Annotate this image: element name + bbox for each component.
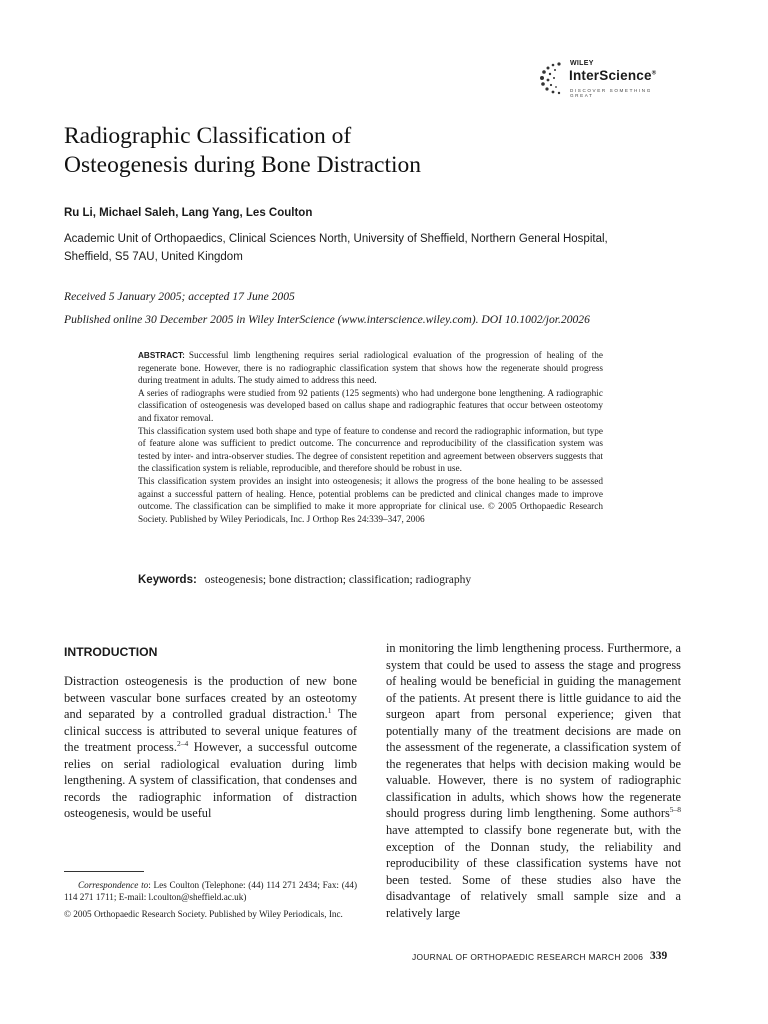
brand-name [569,68,656,83]
correspondence-text: : Les Coulton (Telephone: (44) 114 271 2434; Fax: (44) 114 271 1711; E-mail: l.coulton@sheffield.ac.uk) [64,880,357,902]
affiliation [64,230,624,266]
article-dates [64,285,704,331]
abstract-paragraph: This classification system used both shape and type of feature to condense and record the radiographic information, but type of feature alone was sufficient to predict outcome. The concurrence and reproducibility of the classification system was tested by inter- and intra-observer studies. The degree of consistent repetition and agreement between observers suggests that the classification system is reliable, reproducible, and therefore should be robust in use. [138,426,603,475]
publisher-logo [538,58,678,102]
keywords-text: osteogenesis; bone distraction; classification; radiography [204,574,472,586]
interscience-dots-icon [538,60,568,96]
citation-ref: 2–4 [176,739,189,749]
copyright-note: © 2005 Orthopaedic Research Society. Published by Wiley Periodicals, Inc. [64,909,343,920]
article-title [64,122,624,180]
publisher-name: WILEY [570,60,594,67]
page-number: 339 [650,950,668,962]
citation-ref: 5–8 [669,805,681,815]
brand-tagline: DISCOVER SOMETHING GREAT [570,88,652,98]
author-list: Ru Li, Michael Saleh, Lang Yang, Les Coulton [64,207,313,219]
affiliation-line-1: Academic Unit of Orthopaedics, Clinical Sciences North, University of Sheffield, Northern General Hospital, [64,233,608,245]
correspondence-note [64,880,357,903]
abstract-label: ABSTRACT: [138,351,185,360]
body-text: in monitoring the limb lengthening process. Furthermore, a system that could be used to assess the stage and progress of healing would be beneficial in guiding the management of the patients. At present there is little guidance to aid the surgeon apart from personal experience; given that potentially many of the treatment decisions are made on the assessment of the regenerate, a classification system of the regenerates that helps with decision making would be valuable. However, there is no system of radiographic classification in adults, which shows how the regenerate should progress during limb lengthening. Some authors [386,641,681,821]
title-line-1: Radiographic Classification of [64,123,352,149]
brand-mark: ® [651,70,657,77]
body-text: have attempted to classify bone regenerate but, with the exception of the Donnan study, the reliability and reproducibility of these classification systems have not been tested. Some of these studies also have the disadvantage of relatively small sample size and a relatively large [386,823,681,920]
abstract-text-1: Successful limb lengthening requires serial radiological evaluation of the progression of healing of the regenerate bone. However, there is no radiographic classification system that shows how the regenerate should progress during treatment in adults. The study aimed to address this need. [138,351,603,387]
citation-ref: 1 [327,705,332,715]
published-date: Published online 30 December 2005 in Wiley InterScience (www.interscience.wiley.com). DOI 10.1002/jor.20026 [64,313,590,326]
body-text: The clinical success is attributed to several unique features of the treatment process. [64,707,357,755]
abstract-paragraph: This classification system provides an insight into osteogenesis; it allows the progress of the bone healing to be assessed against a successful pattern of healing. Hence, potential problems can be predicted and clinical changes made to improve outcome. The classification can be simplified to make it more appropriate for clinical use. © 2005 Orthopaedic Research Society. Published by Wiley Periodicals, Inc. J Orthop Res 24:339–347, 2006 [138,476,603,525]
keywords [138,574,603,586]
footnotes [64,880,357,927]
abstract [138,350,603,526]
body-text: Distraction osteogenesis is the production of new bone between vascular bone surfaces created by an osteotomy and separated by a controlled gradual distraction. [64,674,357,722]
received-date: Received 5 January 2005; accepted 17 June 2005 [64,290,295,303]
body-text: However, a successful outcome relies on serial radiological evaluation during limb lengthening. A system of classification, that condenses and records the radiographic information of distraction osteogenesis, would be useful [64,740,358,821]
title-line-2: Osteogenesis during Bone Distraction [64,152,422,178]
journal-footer: JOURNAL OF ORTHOPAEDIC RESEARCH MARCH 2006 [412,952,644,962]
abstract-paragraph [138,350,603,388]
keywords-label: Keywords: [138,574,197,586]
correspondence-label: Correspondence to [78,880,149,890]
section-heading-introduction: INTRODUCTION [64,645,158,659]
affiliation-line-2: Sheffield, S5 7AU, United Kingdom [64,251,243,263]
footnote-divider [64,871,144,872]
brand-text: InterScience [569,68,652,83]
body-column-right [386,640,681,921]
body-column-left [64,673,357,822]
abstract-paragraph: A series of radiographs were studied from 92 patients (125 segments) who had undergone bone lengthening. A radiographic classification of osteogenesis was developed based on callus shape and radiographic features that occur between osteotomy and fixator removal. [138,388,603,424]
